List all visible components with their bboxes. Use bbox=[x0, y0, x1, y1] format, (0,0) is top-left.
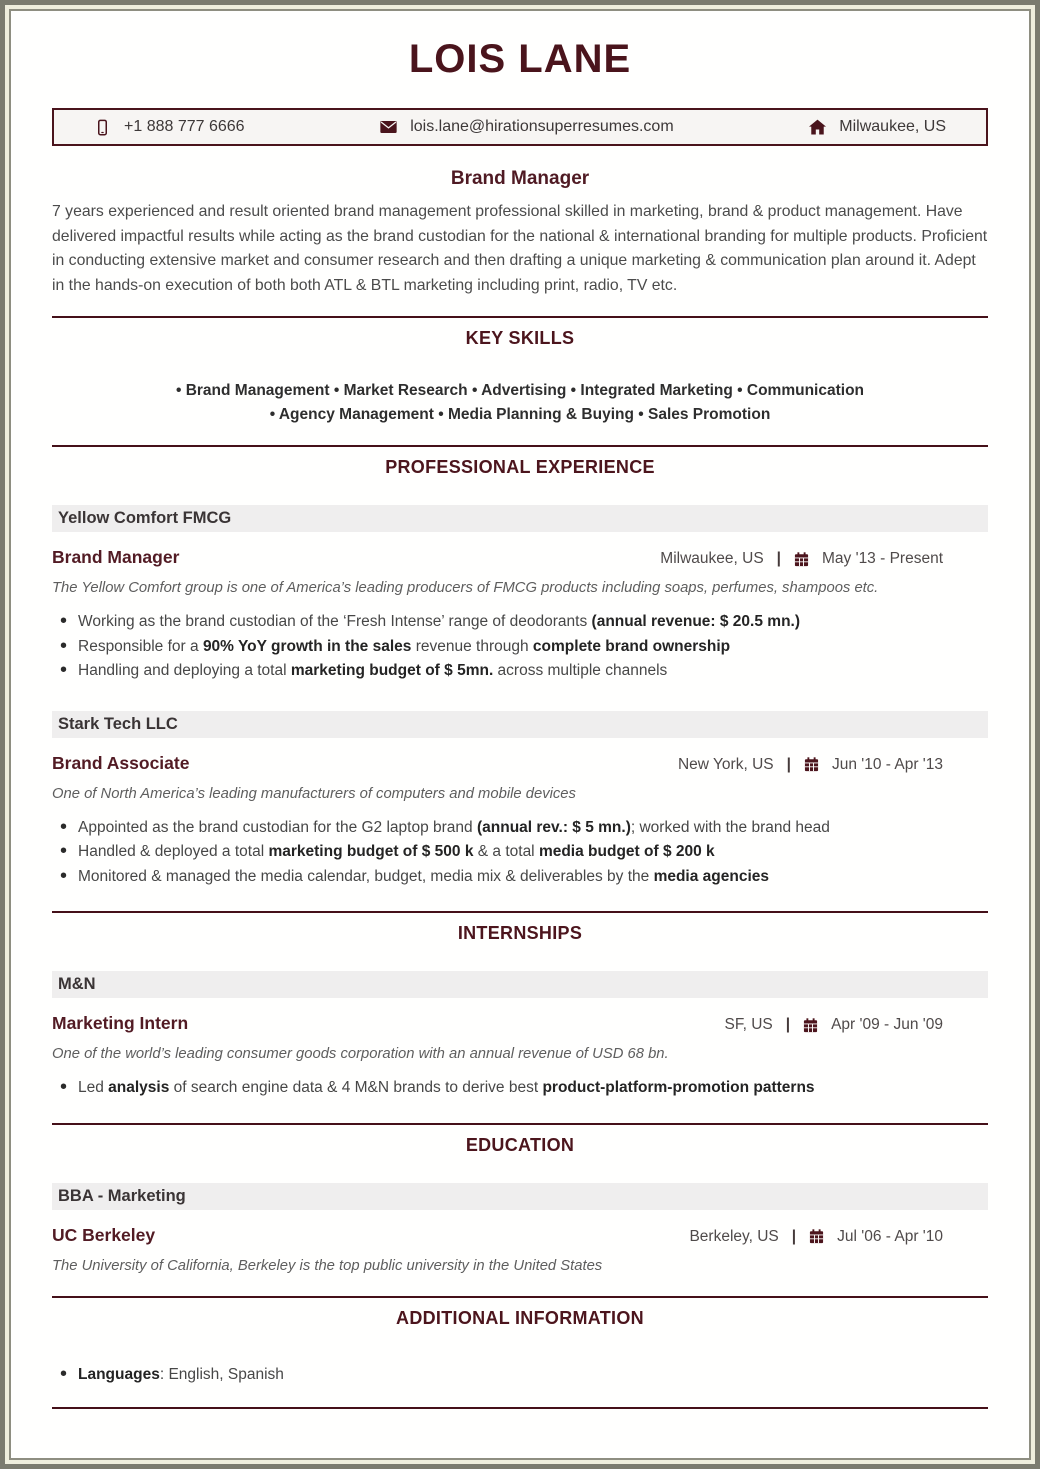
section-divider bbox=[52, 911, 988, 913]
education-entry bbox=[52, 1183, 988, 1274]
contact-email-text: lois.lane@hirationsuperresumes.com bbox=[410, 118, 674, 135]
section-heading-experience: PROFESSIONAL EXPERIENCE bbox=[385, 457, 655, 477]
section-divider bbox=[52, 1123, 988, 1125]
achievement-item: • Monitored & managed the media calendar, budget, media mix & deliverables by the media agencies bbox=[60, 865, 988, 890]
entry-dates: May '13 - Present bbox=[822, 550, 943, 567]
internship-entry bbox=[52, 971, 988, 1101]
entry-header bbox=[52, 547, 988, 568]
meta-separator: | bbox=[791, 1227, 797, 1245]
contact-bar bbox=[52, 108, 988, 146]
calendar-icon bbox=[809, 1229, 824, 1244]
contact-email bbox=[380, 118, 673, 136]
contact-phone bbox=[94, 118, 245, 136]
meta-separator: | bbox=[785, 1016, 791, 1033]
degree-bar bbox=[52, 1183, 988, 1210]
entry-meta bbox=[689, 1228, 988, 1246]
achievement-item: • Responsible for a 90% YoY growth in the sales revenue through complete brand ownership bbox=[60, 635, 988, 660]
company-description: One of the world’s leading consumer goods corporation with an annual revenue of USD 68 bn. bbox=[52, 1046, 669, 1062]
additional-info-list bbox=[52, 1363, 988, 1388]
contact-location bbox=[809, 118, 946, 136]
meta-separator: | bbox=[776, 550, 782, 567]
section-divider bbox=[52, 1296, 988, 1298]
school-name: UC Berkeley bbox=[52, 1224, 156, 1245]
entry-location: New York, US bbox=[677, 755, 774, 773]
company-name: Stark Tech LLC bbox=[58, 714, 178, 733]
company-description: One of North America’s leading manufacturers of computers and mobile devices bbox=[52, 785, 576, 802]
resume-name: LOIS LANE bbox=[408, 37, 632, 81]
school-description: The University of California, Berkeley is the top public university in the United States bbox=[52, 1257, 603, 1274]
entry-header bbox=[52, 1013, 988, 1034]
envelope-icon bbox=[380, 119, 397, 136]
key-skills-list bbox=[52, 379, 988, 427]
entry-meta bbox=[660, 550, 988, 568]
company-name: M&N bbox=[58, 975, 96, 993]
section-heading-internships: INTERNSHIPS bbox=[457, 923, 583, 943]
company-description: The Yellow Comfort group is one of America’s leading producers of FMCG products including soaps, perfumes, shampoos etc. bbox=[52, 580, 879, 596]
achievement-list bbox=[52, 816, 988, 890]
home-icon bbox=[809, 119, 826, 136]
page-frame-inset bbox=[5, 5, 1035, 1464]
achievement-item: • Handled & deployed a total marketing budget of $ 500 k & a total media budget of $ 200 k bbox=[60, 840, 988, 865]
degree-name: BBA - Marketing bbox=[58, 1186, 186, 1205]
entry-dates: Apr '09 - Jun '09 bbox=[831, 1016, 943, 1033]
entry-location: Milwaukee, US bbox=[660, 550, 764, 567]
experience-entry bbox=[52, 505, 988, 684]
company-bar bbox=[52, 971, 988, 998]
company-bar bbox=[52, 711, 988, 738]
mobile-phone-icon bbox=[94, 119, 111, 136]
entry-location: SF, US bbox=[724, 1016, 773, 1033]
job-title: Brand Manager bbox=[52, 547, 180, 567]
contact-phone-text: +1 888 777 6666 bbox=[124, 118, 245, 135]
company-name: Yellow Comfort FMCG bbox=[58, 509, 232, 527]
resume-page bbox=[9, 9, 1031, 1460]
section-divider bbox=[52, 1407, 988, 1409]
key-skills-row: • Brand Management • Market Research • Advertising • Integrated Marketing • Communication bbox=[175, 382, 865, 399]
company-bar bbox=[52, 505, 988, 532]
meta-separator: | bbox=[786, 755, 791, 773]
section-heading-education: EDUCATION bbox=[465, 1134, 575, 1155]
calendar-icon bbox=[804, 757, 819, 772]
section-heading-additional-information: ADDITIONAL INFORMATION bbox=[396, 1307, 644, 1328]
calendar-icon bbox=[803, 1018, 818, 1033]
contact-location-text: Milwaukee, US bbox=[839, 118, 946, 135]
achievement-item: • Handling and deploying a total marketing budget of $ 5mn. across multiple channels bbox=[60, 659, 988, 684]
achievement-item: • Appointed as the brand custodian for the G2 laptop brand (annual rev.: $ 5 mn.); worked with the brand head bbox=[60, 816, 988, 841]
entry-dates: Jun '10 - Apr '13 bbox=[831, 755, 943, 773]
entry-location: Berkeley, US bbox=[689, 1227, 779, 1245]
key-skills-row: • Agency Management • Media Planning & Buying • Sales Promotion bbox=[269, 406, 771, 423]
achievement-list bbox=[52, 610, 988, 684]
profile-summary: 7 years experienced and result oriented brand management professional skilled in marketing, brand & product management. Have delivered impactful results while acting as the brand custodian for the national & international branding for multiple products. Proficient in conducting extensive market and consumer research and then drafting a unique marketing & communication plan around it. Adept in the hands-on execution of both both ATL & BTL marketing including print, radio, TV etc. bbox=[52, 203, 988, 294]
experience-entry bbox=[52, 711, 988, 890]
entry-dates: Jul '06 - Apr '10 bbox=[837, 1227, 943, 1245]
job-title: Brand Associate bbox=[52, 752, 190, 773]
section-divider bbox=[52, 316, 988, 318]
achievement-item: • Working as the brand custodian of the ‘Fresh Intense’ range of deodorants (annual revenue: $ 20.5 mn.) bbox=[60, 610, 988, 635]
entry-header bbox=[52, 1225, 988, 1246]
section-heading-key-skills: KEY SKILLS bbox=[465, 328, 575, 348]
languages-item: • Languages: English, Spanish bbox=[60, 1363, 988, 1388]
entry-meta bbox=[725, 1016, 988, 1034]
achievement-list bbox=[52, 1076, 988, 1101]
entry-meta bbox=[678, 756, 988, 774]
job-title: Marketing Intern bbox=[52, 1013, 189, 1033]
section-divider bbox=[52, 445, 988, 447]
achievement-item: • Led analysis of search engine data & 4 M&N brands to derive best product-platform-promotion patterns bbox=[60, 1076, 988, 1101]
entry-header bbox=[52, 753, 988, 774]
calendar-icon bbox=[794, 552, 809, 567]
profile-title: Brand Manager bbox=[450, 168, 590, 189]
